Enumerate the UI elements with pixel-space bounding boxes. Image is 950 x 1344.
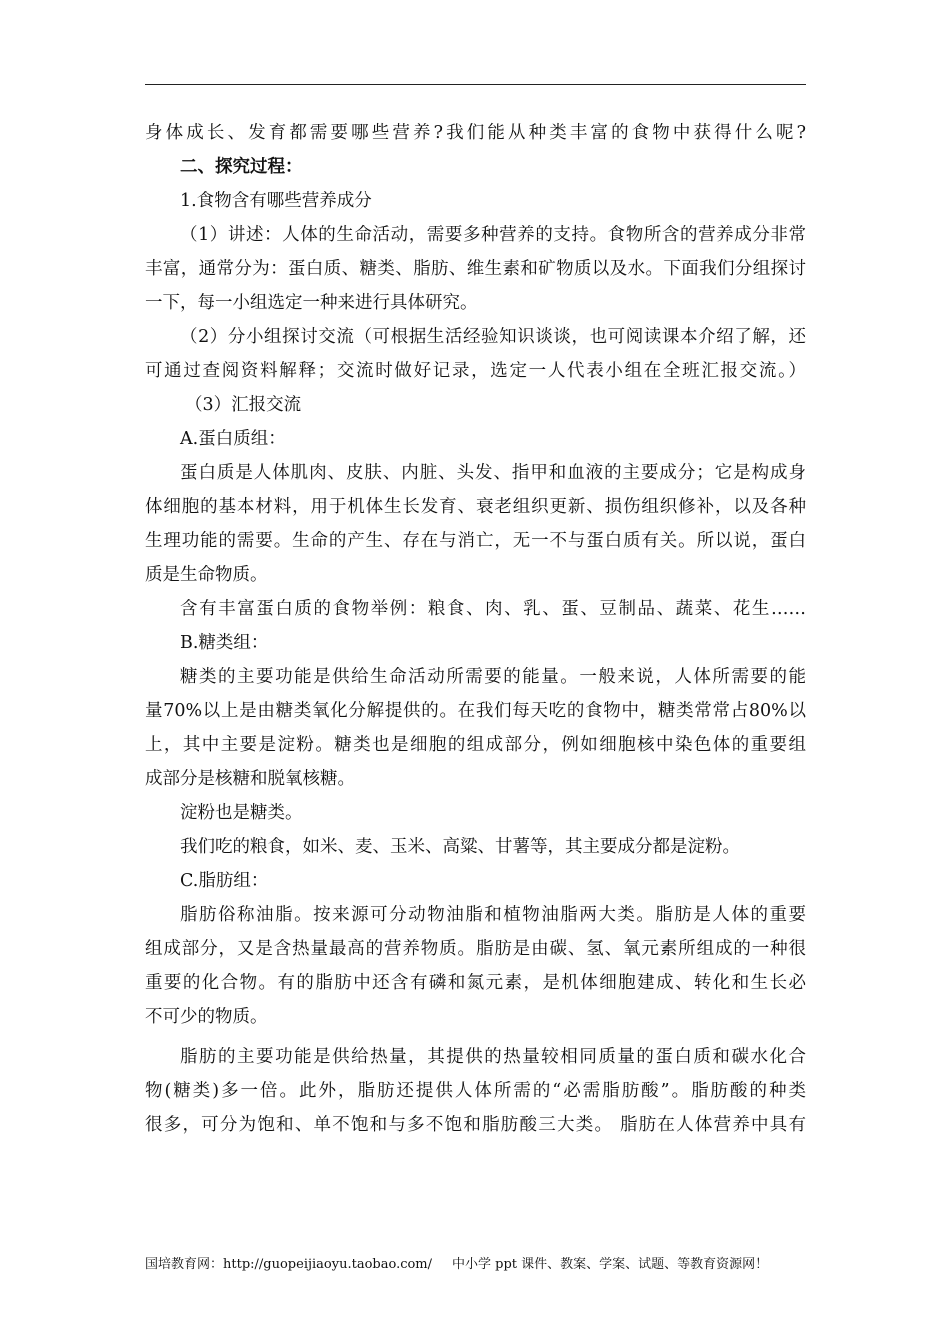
paragraph-line: （2）分小组探讨交流（可根据生活经验知识谈谈，也可阅读课本介绍了解，还 xyxy=(180,327,806,347)
paragraph-line: 可通过查阅资料解释；交流时做好记录，选定一人代表小组在全班汇报交流。） xyxy=(145,361,806,381)
header-rule xyxy=(145,84,806,85)
paragraph-line: 含有丰富蛋白质的食物举例：粮食、肉、乳、蛋、豆制品、蔬菜、花生…… xyxy=(180,599,806,619)
subsection-heading: 1.食物含有哪些营养成分 xyxy=(180,191,372,211)
paragraph-line: 不可少的物质。 xyxy=(145,1007,268,1027)
paragraph-line: 组成部分，又是含热量最高的营养物质。脂肪是由碳、氢、氧元素所组成的一种很 xyxy=(145,939,806,959)
paragraph-line: 质是生命物质。 xyxy=(145,565,268,585)
paragraph-line: 身体成长、发育都需要哪些营养?我们能从种类丰富的食物中获得什么呢? xyxy=(145,123,806,143)
document-body xyxy=(145,116,806,1142)
paragraph-line: 丰富，通常分为：蛋白质、糖类、脂肪、维生素和矿物质以及水。下面我们分组探讨 xyxy=(145,259,806,279)
group-heading: B.糖类组： xyxy=(180,633,269,653)
page-footer xyxy=(145,1253,768,1272)
paragraph-line: 淀粉也是糖类。 xyxy=(180,803,303,823)
paragraph-line: 我们吃的粮食，如米、麦、玉米、高粱、甘薯等，其主要成分都是淀粉。 xyxy=(180,837,740,857)
paragraph-line: 量70%以上是由糖类氧化分解提供的。在我们每天吃的食物中，糖类常常占80%以 xyxy=(145,701,806,721)
paragraph-line: 蛋白质是人体肌肉、皮肤、内脏、头发、指甲和血液的主要成分；它是构成身 xyxy=(180,463,806,483)
paragraph-line: 物(糖类)多一倍。此外，脂肪还提供人体所需的“必需脂肪酸”。脂肪酸的种类 xyxy=(145,1081,806,1101)
paragraph-line: （1）讲述：人体的生命活动，需要多种营养的支持。食物所含的营养成分非常 xyxy=(180,225,806,245)
paragraph-line: 一下，每一小组选定一种来进行具体研究。 xyxy=(145,293,478,313)
footer-tagline: 中小学 ppt 课件、教案、学案、试题、等教育资源网！ xyxy=(452,1257,769,1272)
paragraph-line: 体细胞的基本材料，用于机体生长发育、衰老组织更新、损伤组织修补，以及各种 xyxy=(145,497,806,517)
paragraph-line: 很多，可分为饱和、单不饱和与多不饱和脂肪酸三大类。 脂肪在人体营养中具有 xyxy=(145,1115,806,1135)
group-heading: C.脂肪组： xyxy=(180,871,269,891)
paragraph-line: 生理功能的需要。生命的产生、存在与消亡，无一不与蛋白质有关。所以说，蛋白 xyxy=(145,531,806,551)
paragraph-line: 重要的化合物。有的脂肪中还含有磷和氮元素，是机体细胞建成、转化和生长必 xyxy=(145,973,806,993)
footer-site-text: 国培教育网：http://guopeijiaoyu.taobao.com/ xyxy=(145,1257,433,1272)
group-heading: A.蛋白质组： xyxy=(180,429,286,449)
list-heading: （3）汇报交流 xyxy=(185,395,302,415)
paragraph-line: 糖类的主要功能是供给生命活动所需要的能量。一般来说，人体所需要的能 xyxy=(180,667,806,687)
paragraph-line: 上，其中主要是淀粉。糖类也是细胞的组成部分，例如细胞核中染色体的重要组 xyxy=(145,735,806,755)
paragraph-line: 成部分是核糖和脱氧核糖。 xyxy=(145,769,355,789)
paragraph-line: 脂肪俗称油脂。按来源可分动物油脂和植物油脂两大类。脂肪是人体的重要 xyxy=(180,905,806,925)
section-heading: 二、探究过程： xyxy=(180,157,303,177)
paragraph-line: 脂肪的主要功能是供给热量，其提供的热量较相同质量的蛋白质和碳水化合 xyxy=(180,1047,806,1067)
